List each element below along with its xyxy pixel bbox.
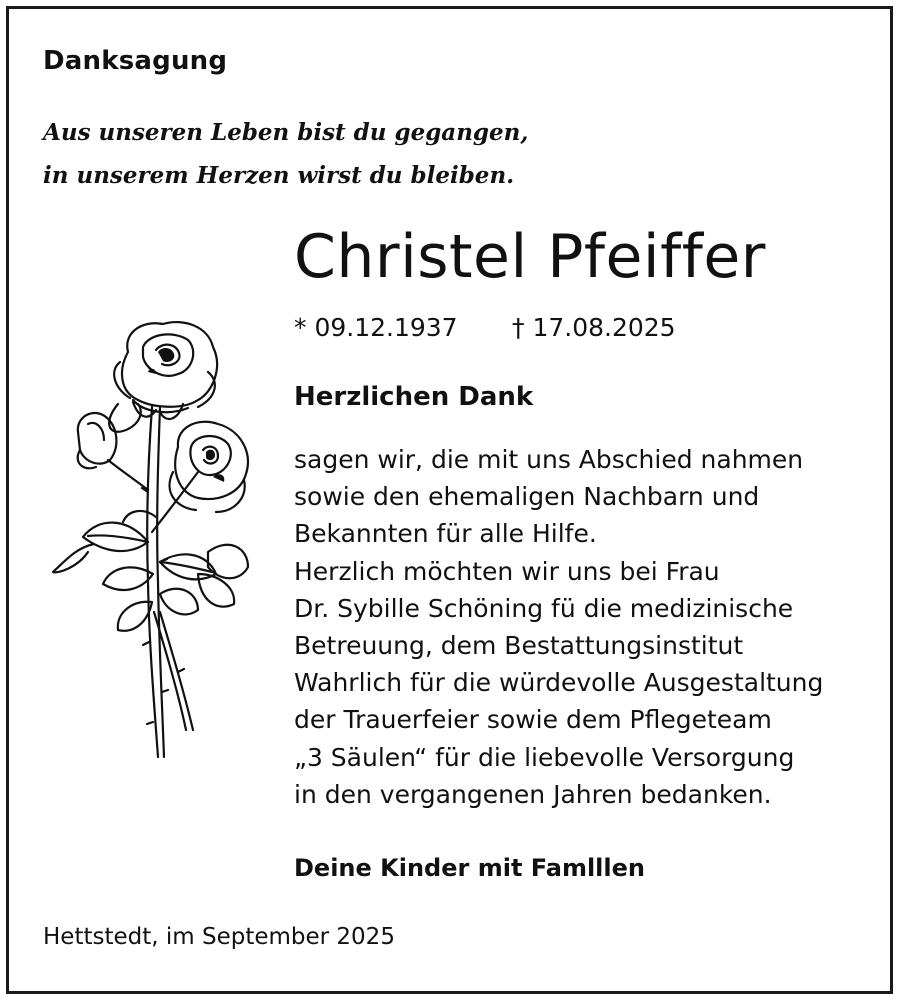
body-line: „3 Säulen“ für die liebevolle Versorgung <box>294 742 795 772</box>
place-and-date: Hettstedt, im September 2025 <box>43 924 395 950</box>
signoff: Deine Kinder mit Famlllen <box>294 854 645 882</box>
leaf <box>53 544 94 572</box>
leaf <box>160 589 198 615</box>
rose-illustration <box>48 312 258 764</box>
motto-line-1: Aus unseren Leben bist du gegangen, <box>43 119 529 146</box>
notice-heading: Danksagung <box>43 46 228 76</box>
body-line: sowie den ehemaligen Nachbarn und <box>294 482 760 512</box>
top-rose <box>114 322 217 412</box>
thanks-body <box>294 441 823 813</box>
leaf <box>103 567 153 590</box>
body-line: in den vergangenen Jahren bedanken. <box>294 779 772 809</box>
rose-stem <box>160 612 193 730</box>
body-line: Herzlich möchten wir uns bei Frau <box>294 556 720 586</box>
birth-date: * 09.12.1937 <box>294 313 458 342</box>
thanks-title: Herzlichen Dank <box>294 382 534 412</box>
deceased-name: Christel Pfeiffer <box>294 222 766 292</box>
body-line: Bekannten für alle Hilfe. <box>294 519 597 549</box>
motto-line-2: in unserem Herzen wirst du bleiben. <box>43 162 515 189</box>
leaf <box>118 602 152 631</box>
death-date: † 17.08.2025 <box>512 313 676 342</box>
body-line: Wahrlich für die würdevolle Ausgestaltung <box>294 668 824 698</box>
body-line: Betreuung, dem Bestattungsinstitut <box>294 631 744 661</box>
body-line: der Trauerfeier sowie dem Pflegeteam <box>294 705 772 735</box>
right-rose <box>170 422 248 512</box>
rose-stem <box>157 407 164 757</box>
leaf <box>208 545 248 578</box>
leaf <box>123 511 156 522</box>
body-line: sagen wir, die mit uns Abschied nahmen <box>294 445 804 474</box>
rose-stem <box>147 407 158 757</box>
body-line: Dr. Sybille Schöning fü die medizinische <box>294 593 794 623</box>
rose-bud <box>78 413 148 490</box>
